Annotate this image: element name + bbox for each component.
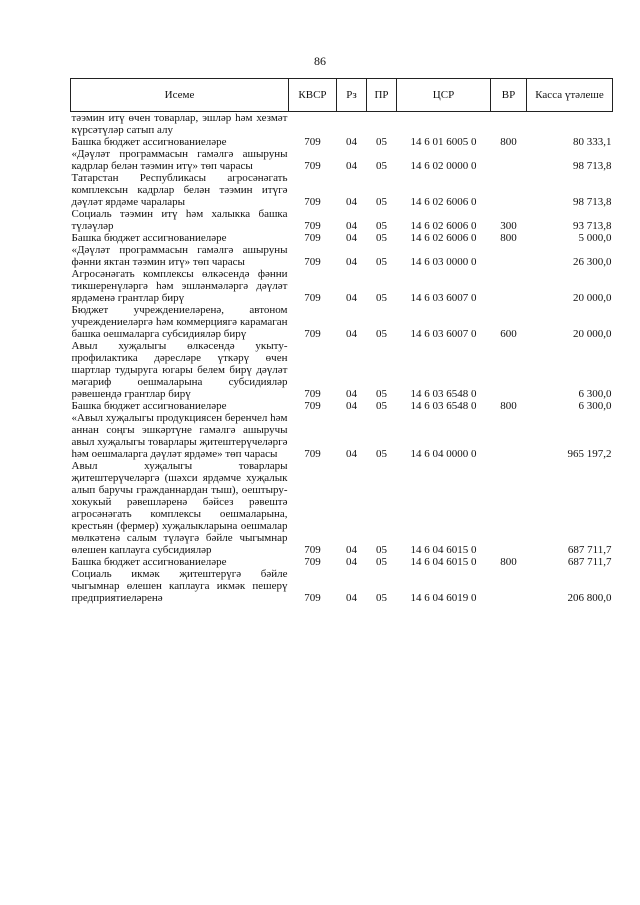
cell-kassa: 20 000,0 xyxy=(573,328,612,340)
cell-vr: 300 xyxy=(500,220,517,232)
cell-vr: 800 xyxy=(500,556,517,568)
cell-rz: 04 xyxy=(346,544,357,556)
cell-pr: 05 xyxy=(376,400,387,412)
cell-rz: 04 xyxy=(346,220,357,232)
table-row xyxy=(71,460,613,556)
cell-kvsr: 709 xyxy=(304,220,321,232)
cell-csr: 14 6 03 0000 0 xyxy=(410,256,477,268)
table-body xyxy=(71,112,613,605)
table-row xyxy=(71,400,613,412)
cell-pr: 05 xyxy=(376,160,387,172)
cell-kassa: 6 300,0 xyxy=(578,388,612,400)
cell-pr: 05 xyxy=(376,232,387,244)
cell-csr: 14 6 03 6548 0 xyxy=(410,400,477,412)
header-vr: ВР xyxy=(491,79,527,112)
table-row xyxy=(71,232,613,244)
cell-csr: 14 6 03 6007 0 xyxy=(410,292,477,304)
cell-pr: 05 xyxy=(376,328,387,340)
cell-rz: 04 xyxy=(346,292,357,304)
header-kvsr: КВСР xyxy=(289,79,337,112)
cell-vr: 600 xyxy=(500,328,517,340)
cell-rz: 04 xyxy=(346,136,357,148)
cell-pr: 05 xyxy=(376,136,387,148)
cell-rz: 04 xyxy=(346,592,357,604)
cell-vr xyxy=(491,172,527,208)
cell-kassa: 80 333,1 xyxy=(573,136,612,148)
cell-pr: 05 xyxy=(376,544,387,556)
cell-name: «Дәүләт программасын гамәлгә ашыруны фәнни яктан тәэмин итү» төп чарасы xyxy=(71,244,288,268)
cell-rz: 04 xyxy=(346,388,357,400)
cell-kassa: 26 300,0 xyxy=(573,256,612,268)
cell-kvsr xyxy=(289,112,337,137)
cell-kvsr: 709 xyxy=(304,448,321,460)
cell-rz: 04 xyxy=(346,328,357,340)
cell-csr: 14 6 04 6015 0 xyxy=(410,556,477,568)
cell-vr xyxy=(491,268,527,304)
cell-name: Татарстан Республикасы агросәнәгать комплексын кадрлар белән тәэмин итүгә дәүләт ярдәме чаралары xyxy=(71,172,288,208)
cell-pr: 05 xyxy=(376,292,387,304)
cell-csr: 14 6 02 6006 0 xyxy=(410,232,477,244)
cell-kassa: 98 713,8 xyxy=(573,160,612,172)
table-row xyxy=(71,412,613,460)
cell-kassa: 687 711,7 xyxy=(567,544,612,556)
cell-pr: 05 xyxy=(376,220,387,232)
cell-kassa: 965 197,2 xyxy=(567,448,612,460)
table-row xyxy=(71,304,613,340)
header-pr: ПР xyxy=(367,79,397,112)
header-name: Исеме xyxy=(71,79,289,112)
cell-kvsr: 709 xyxy=(304,256,321,268)
cell-kvsr: 709 xyxy=(304,544,321,556)
header-kassa: Касса үтәлеше xyxy=(527,79,613,112)
cell-vr xyxy=(491,460,527,556)
cell-pr: 05 xyxy=(376,592,387,604)
table-row xyxy=(71,556,613,568)
cell-vr xyxy=(491,412,527,460)
header-csr: ЦСР xyxy=(397,79,491,112)
cell-kvsr: 709 xyxy=(304,400,321,412)
cell-rz: 04 xyxy=(346,256,357,268)
table-row xyxy=(71,136,613,148)
cell-kvsr: 709 xyxy=(304,232,321,244)
cell-rz: 04 xyxy=(346,232,357,244)
cell-rz: 04 xyxy=(346,556,357,568)
cell-pr: 05 xyxy=(376,256,387,268)
cell-csr: 14 6 02 6006 0 xyxy=(410,196,477,208)
page-number: 86 xyxy=(314,54,326,68)
table-row xyxy=(71,568,613,604)
cell-kassa: 20 000,0 xyxy=(573,292,612,304)
cell-name: Башка бюджет ассигнованиеләре xyxy=(71,136,227,148)
cell-kassa xyxy=(527,112,613,137)
cell-name: Агросәнәгать комплексы өлкәсендә фәнни тикшеренүләргә һәм эшләнмәләргә дәүләт ярдәменә грантлар бирү xyxy=(71,268,288,304)
table-row xyxy=(71,268,613,304)
cell-rz xyxy=(337,112,367,137)
header-rz: Рз xyxy=(337,79,367,112)
cell-kvsr: 709 xyxy=(304,556,321,568)
cell-vr: 800 xyxy=(500,136,517,148)
cell-kassa: 687 711,7 xyxy=(567,556,612,568)
cell-name: Авыл хуҗалыгы өлкәсендә укыту-профилактика дәресләре үткәрү өчен шартлар тудыруга югары белем бирү дәүләт мәгариф оешмаларына субсидияләр рәвешендә грантлар бирү xyxy=(71,340,288,400)
table-row xyxy=(71,208,613,232)
cell-pr: 05 xyxy=(376,388,387,400)
cell-kassa: 206 800,0 xyxy=(567,592,612,604)
cell-name: Авыл хуҗалыгы товарлары җитештерүчеләргә (шәхси ярдәмче хуҗалык алып баручы гражданнардан тыш), оештыру-хокукый рәвешләренә бәйсез рәвештә агросәнәгать комплексы оешмаларына, крестьян (фермер) хуҗалыкларына оешмалар мөлкәтенә салым түләүгә бәйле чыгымнар өлешен каплауга субсидияләр xyxy=(71,460,288,556)
cell-kvsr: 709 xyxy=(304,136,321,148)
cell-kvsr: 709 xyxy=(304,388,321,400)
cell-name: Башка бюджет ассигнованиеләре xyxy=(71,400,227,412)
cell-csr: 14 6 04 6019 0 xyxy=(410,592,477,604)
cell-vr: 800 xyxy=(500,400,517,412)
cell-kvsr: 709 xyxy=(304,292,321,304)
cell-vr xyxy=(491,112,527,137)
cell-vr xyxy=(491,244,527,268)
cell-name: Социаль икмәк җитештерүгә бәйле чыгымнар өлешен каплауга икмәк пешерү предприятиеләренә xyxy=(71,568,288,604)
cell-rz: 04 xyxy=(346,160,357,172)
cell-csr: 14 6 02 0000 0 xyxy=(410,160,477,172)
cell-csr: 14 6 03 6548 0 xyxy=(410,388,477,400)
cell-vr xyxy=(491,568,527,604)
budget-table xyxy=(70,78,613,604)
table-row xyxy=(71,112,613,137)
cell-pr: 05 xyxy=(376,196,387,208)
table-row xyxy=(71,244,613,268)
cell-rz: 04 xyxy=(346,400,357,412)
cell-rz: 04 xyxy=(346,448,357,460)
cell-rz: 04 xyxy=(346,196,357,208)
cell-csr: 14 6 02 6006 0 xyxy=(410,220,477,232)
cell-csr: 14 6 03 6007 0 xyxy=(410,328,477,340)
cell-csr: 14 6 04 6015 0 xyxy=(410,544,477,556)
table-row xyxy=(71,172,613,208)
cell-vr xyxy=(491,340,527,400)
cell-kvsr: 709 xyxy=(304,196,321,208)
cell-kassa: 98 713,8 xyxy=(573,196,612,208)
cell-vr: 800 xyxy=(500,232,517,244)
cell-name: Социаль тәэмин итү һәм халыкка башка түләүләр xyxy=(71,208,288,232)
cell-name: Башка бюджет ассигнованиеләре xyxy=(71,556,227,568)
cell-csr xyxy=(397,112,491,137)
cell-name: «Дәүләт программасын гамәлгә ашыруны кадрлар белән тәэмин итү» төп чарасы xyxy=(71,148,288,172)
cell-csr: 14 6 04 0000 0 xyxy=(410,448,477,460)
cell-kassa: 93 713,8 xyxy=(573,220,612,232)
cell-name: Бюджет учреждениеләренә, автоном учреждениеләргә һәм коммерциягә карамаган башка оешмаларга субсидияләр бирү xyxy=(71,304,288,340)
table-header xyxy=(71,79,613,112)
cell-pr xyxy=(367,112,397,137)
table-row xyxy=(71,340,613,400)
cell-vr xyxy=(491,148,527,172)
cell-csr: 14 6 01 6005 0 xyxy=(410,136,477,148)
table-row xyxy=(71,148,613,172)
cell-kvsr: 709 xyxy=(304,592,321,604)
cell-kvsr: 709 xyxy=(304,160,321,172)
cell-name: тәэмин итү өчен товарлар, эшләр һәм хезмәт күрсәтүләр сатып алу xyxy=(71,112,288,136)
cell-kassa: 6 300,0 xyxy=(578,400,612,412)
cell-name: «Авыл хуҗалыгы продукциясен беренчел һәм аннан соңгы эшкәртүне гамәлгә ашыручы авыл хуҗалыгы товарлары җитештерүчеләргә һәм оешмаларга дәүләт ярдәме» төп чарасы xyxy=(71,412,288,460)
cell-pr: 05 xyxy=(376,556,387,568)
cell-kassa: 5 000,0 xyxy=(578,232,612,244)
cell-kvsr: 709 xyxy=(304,328,321,340)
cell-pr: 05 xyxy=(376,448,387,460)
cell-name: Башка бюджет ассигнованиеләре xyxy=(71,232,227,244)
